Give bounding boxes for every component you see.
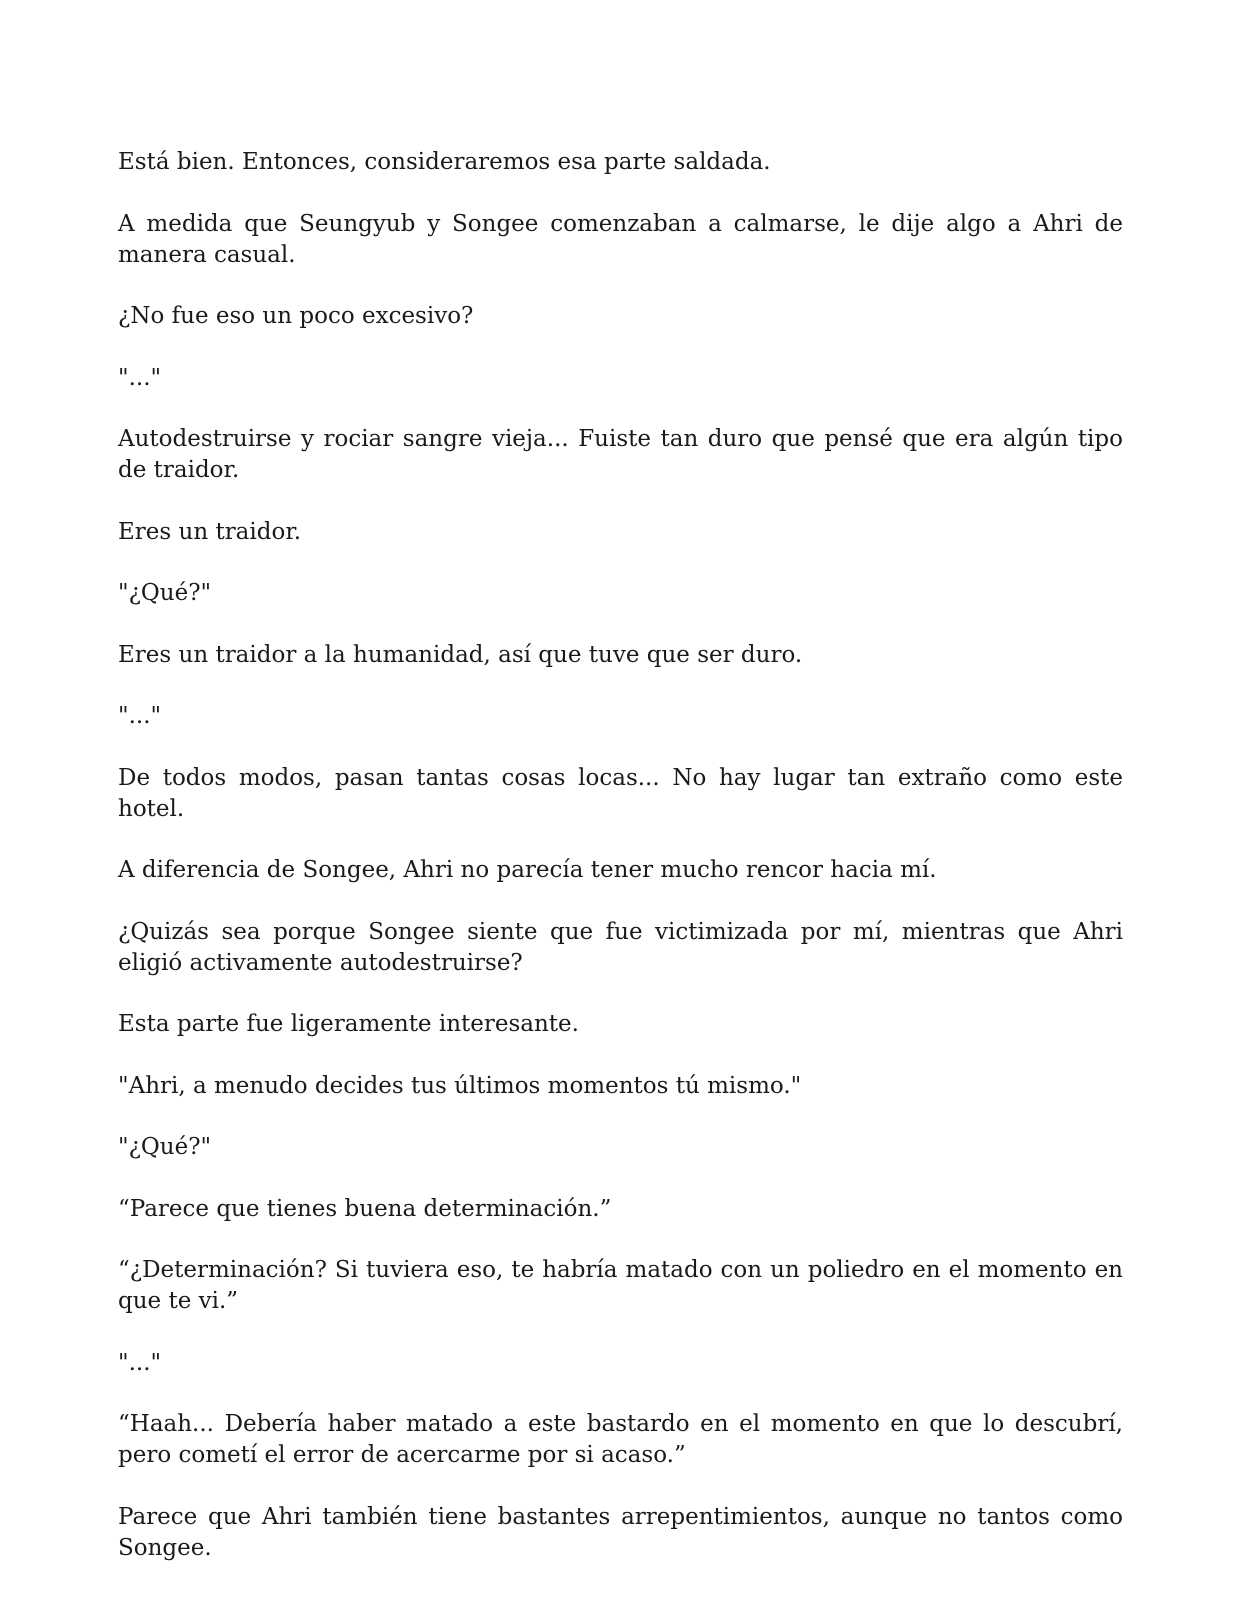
- paragraph: "...": [118, 1349, 162, 1376]
- document-page: [118, 147, 1123, 1594]
- paragraph: "Ahri, a menudo decides tus últimos momentos tú mismo.": [118, 1072, 802, 1099]
- paragraph: Parece que Ahri también tiene bastantes arrepentimientos, aunque no tantos como Songee.: [118, 1503, 1123, 1561]
- paragraph: ¿No fue eso un poco excesivo?: [118, 303, 474, 329]
- paragraph: Autodestruirse y rociar sangre vieja... Fuiste tan duro que pensé que era algún tipo de traidor.: [118, 426, 1123, 483]
- paragraph: Eres un traidor.: [118, 518, 302, 545]
- paragraph: Está bien. Entonces, consideraremos esa parte saldada.: [118, 149, 771, 175]
- paragraph: “Haah... Debería haber matado a este bastardo en el momento en que lo descubrí, pero cometí el error de acercarme por si acaso.”: [118, 1411, 1123, 1468]
- paragraph: "¿Qué?": [118, 1134, 212, 1160]
- paragraph: A diferencia de Songee, Ahri no parecía tener mucho rencor hacia mí.: [118, 857, 937, 883]
- paragraph: "...": [118, 703, 162, 729]
- paragraph: Eres un traidor a la humanidad, así que tuve que ser duro.: [118, 641, 803, 668]
- paragraph: "...": [118, 364, 162, 391]
- paragraph: “¿Determinación? Si tuviera eso, te habría matado con un poliedro en el momento en que te vi.”: [118, 1257, 1123, 1314]
- paragraph: Esta parte fue ligeramente interesante.: [118, 1011, 579, 1037]
- paragraph: “Parece que tienes buena determinación.”: [118, 1195, 612, 1222]
- paragraph: ¿Quizás sea porque Songee siente que fue victimizada por mí, mientras que Ahri eligió activamente autodestruirse?: [118, 918, 1123, 976]
- paragraph: "¿Qué?": [118, 580, 212, 606]
- paragraph: A medida que Seungyub y Songee comenzaban a calmarse, le dije algo a Ahri de manera casual.: [118, 210, 1123, 268]
- paragraph: De todos modos, pasan tantas cosas locas... No hay lugar tan extraño como este hotel.: [118, 764, 1123, 822]
